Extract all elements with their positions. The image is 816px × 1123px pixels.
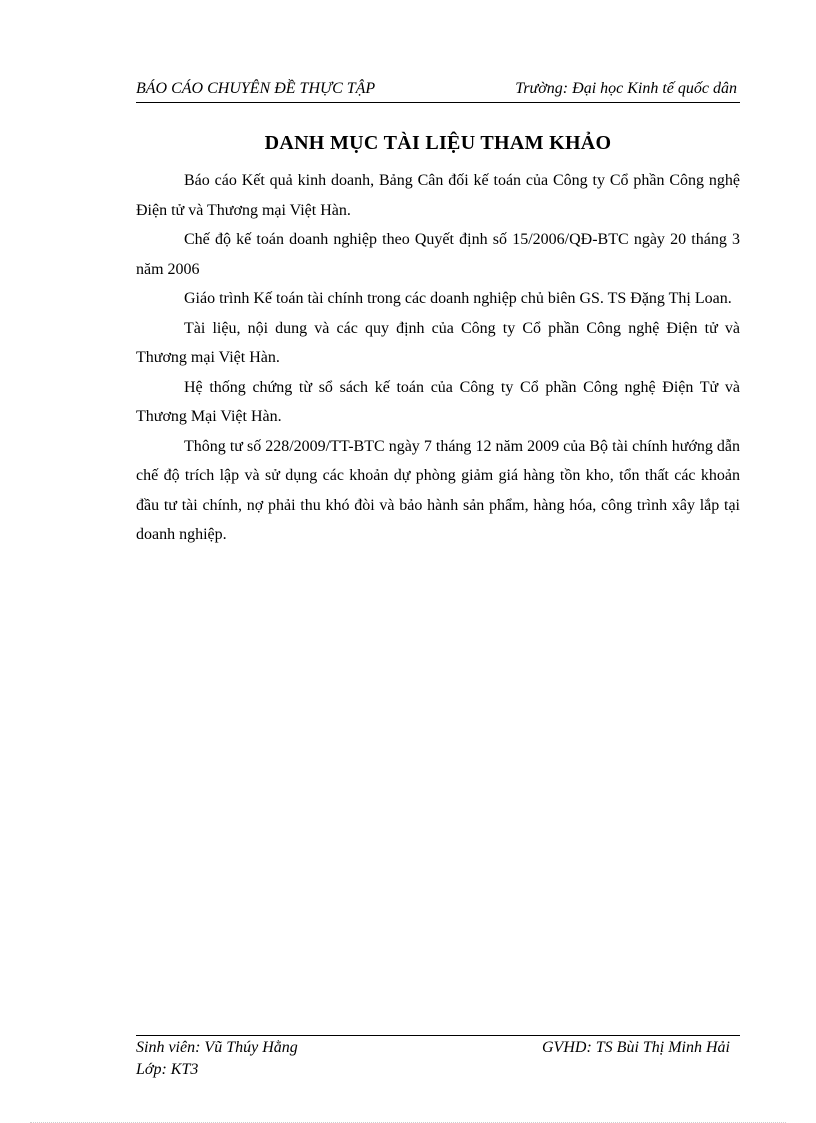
reference-item: Hệ thống chứng từ sổ sách kế toán của Công ty Cổ phần Công nghệ Điện Tử và Thương Mại Việt Hàn.	[136, 378, 740, 425]
header-university: Trường: Đại học Kinh tế quốc dân	[515, 80, 737, 97]
footer-class: Lớp: KT3	[136, 1061, 199, 1078]
reference-list	[136, 166, 740, 550]
header-report-title: BÁO CÁO CHUYÊN ĐỀ THỰC TẬP	[136, 80, 376, 97]
footer-supervisor: GVHD: TS Bùi Thị Minh Hải	[542, 1039, 730, 1056]
reference-item: Chế độ kế toán doanh nghiệp theo Quyết định số 15/2006/QĐ-BTC ngày 20 tháng 3 năm 2006	[136, 231, 740, 278]
page-title: DANH MỤC TÀI LIỆU THAM KHẢO	[264, 132, 612, 154]
page-footer	[136, 1035, 740, 1086]
reference-item: Thông tư số 228/2009/TT-BTC ngày 7 tháng 12 năm 2009 của Bộ tài chính hướng dẫn chế độ trích lập và sử dụng các khoản dự phòng giảm giá hàng tồn kho, tổn thất các khoản đầu tư tài chính, nợ phải thu khó đòi và bảo hành sản phẩm, hàng hóa, công trình xây lắp tại doanh nghiệp.	[136, 437, 740, 543]
page-header	[136, 78, 740, 103]
reference-item: Giáo trình Kế toán tài chính trong các doanh nghiệp chủ biên GS. TS Đặng Thị Loan.	[184, 290, 732, 307]
reference-item: Báo cáo Kết quả kinh doanh, Bảng Cân đối kế toán của Công ty Cổ phần Công nghệ Điện tử và Thương mại Việt Hàn.	[136, 172, 740, 219]
reference-item: Tài liệu, nội dung và các quy định của Công ty Cổ phần Công nghệ Điện tử và Thương mại Việt Hàn.	[136, 319, 740, 366]
footer-student: Sinh viên: Vũ Thúy Hằng	[136, 1039, 298, 1056]
